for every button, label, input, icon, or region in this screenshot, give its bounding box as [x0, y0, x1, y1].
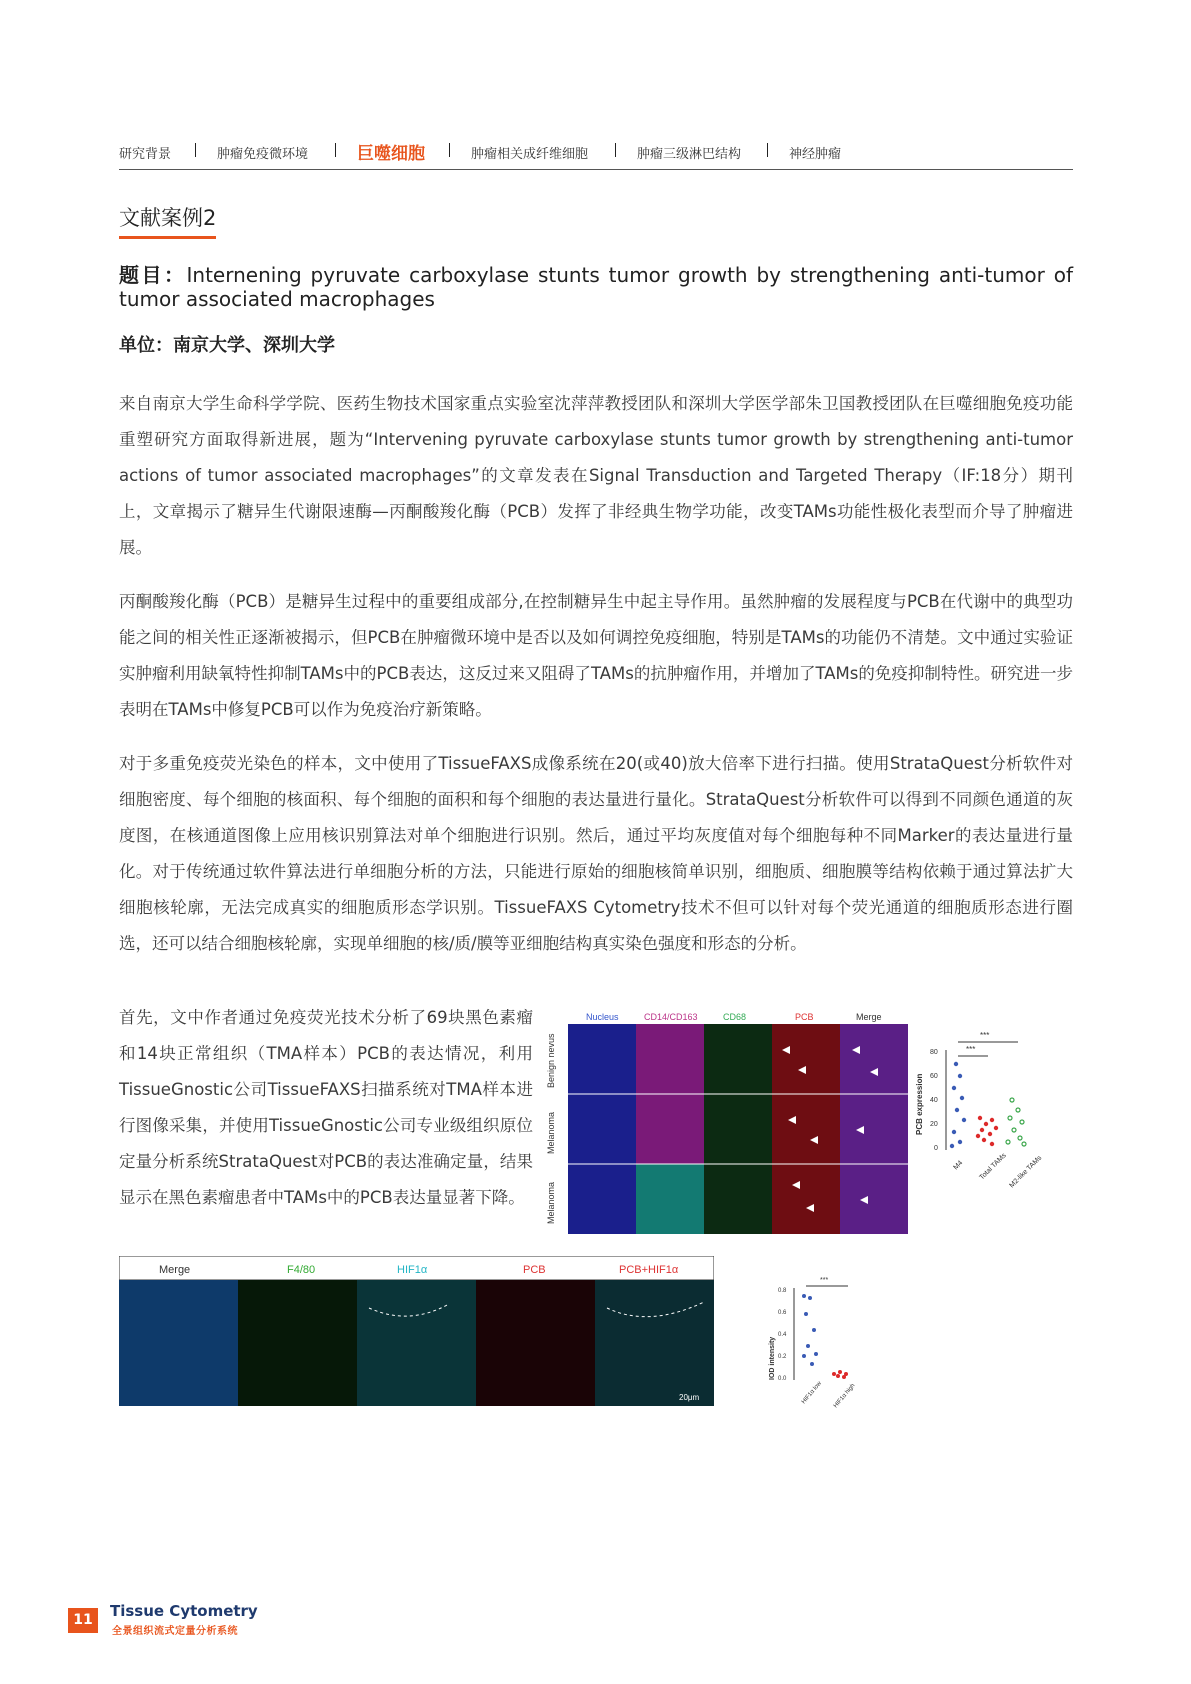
paper-title: [119, 263, 1073, 311]
x-group-label: M4: [952, 1159, 965, 1172]
paragraph-pcb: 丙酮酸羧化酶（PCB）是糖异生过程中的重要组成部分,在控制糖异生中起主导作用。虽然肿瘤的发展程度与PCB在代谢中的典型功能之间的相关性正逐渐被揭示，但PCB在肿瘤微环境中是否以及如何调控免疫细胞，特别是TAMs的功能仍不清楚。文中通过实验证实肿瘤利用缺氧特性抑制TAMs中的PCB表达，这反过来又阻碍了TAMs的抗肿瘤作用，并增加了TAMs的免疫抑制特性。研究进一步表明在TAMs中修复PCB可以作为免疫治疗新策略。: [119, 592, 1073, 719]
nav-item-tumor-immune-microenvironment[interactable]: 肿瘤免疫微环境: [217, 147, 309, 162]
column-label-f480: F4/80: [287, 1264, 316, 1276]
y-tick-label: 0: [934, 1145, 938, 1152]
nav-item-tls[interactable]: 肿瘤三级淋巴结构: [637, 147, 742, 162]
column-label-hif1a: HIF1α: [397, 1264, 428, 1276]
cd68-channel-image: [704, 1024, 772, 1234]
figure-multiplex-if-grid: [540, 1010, 910, 1236]
y-tick-label: 0.0: [778, 1376, 787, 1382]
merge-image: [119, 1280, 238, 1406]
nav-item-neuro-tumor[interactable]: 神经肿瘤: [789, 147, 842, 162]
paragraph-method: 对于多重免疫荧光染色的样本，文中使用了TissueFAXS成像系统在20(或40)放大倍率下进行扫描。使用StrataQuest分析软件对细胞密度、每个细胞的核面积、每个细胞的面积和每个细胞的表达量进行量化。StrataQuest分析软件可以得到不同颜色通道的灰度图，在核通道图像上应用核识别算法对单个细胞进行识别。然后，通过平均灰度值对每个细胞每种不同Marker的表达量进行量化。对于传统通过软件算法进行单细胞分析的方法，只能进行原始的细胞核简单识别，细胞质、细胞膜等结构依赖于通过算法扩大细胞核轮廓，无法完成真实的细胞质形态学识别。TissueFAXS Cytometry技术不但可以针对每个荧光通道的细胞质形态进行圈选，还可以结合细胞核轮廓，实现单细胞的核/质/膜等亚细胞结构真实染色强度和形态的分析。: [119, 754, 1073, 953]
x-group-label: M2-like TAMs: [1008, 1154, 1044, 1190]
nav-separator: [335, 143, 336, 157]
pcb-channel-image: [772, 1024, 840, 1234]
x-group-label: Total TAMs: [978, 1152, 1008, 1182]
column-label-pcb-hif1a: PCB+HIF1α: [619, 1264, 679, 1276]
y-tick-label: 40: [930, 1097, 938, 1104]
column-label-cd68: CD68: [723, 1012, 747, 1022]
significance-label: ***: [966, 1045, 976, 1054]
m2-like-tams-points: [1006, 1098, 1026, 1146]
y-tick-label: 60: [930, 1073, 938, 1080]
nav-item-macrophages[interactable]: 巨噬细胞: [357, 144, 425, 164]
x-group-label: HIF1α low: [800, 1380, 823, 1406]
hif1a-high-points: [832, 1370, 848, 1379]
case-title: 文献案例2: [119, 202, 216, 239]
figure-mouse-if-strip: [119, 1256, 714, 1408]
footer-brand: Tissue Cytometry: [110, 1602, 258, 1620]
significance-label: ***: [820, 1277, 829, 1284]
y-tick-label: 0.4: [778, 1332, 787, 1338]
y-tick-label: 20: [930, 1121, 938, 1128]
page-number: 11: [68, 1608, 98, 1633]
paper-title-label: 题目：: [119, 263, 187, 287]
nucleus-channel-image: [568, 1024, 636, 1234]
nav-separator: [449, 143, 450, 157]
column-label-cd14-cd163: CD14/CD163: [644, 1012, 698, 1022]
y-tick-label: 0.8: [778, 1288, 787, 1294]
total-tams-points: [976, 1116, 998, 1146]
paper-title-text: Internening pyruvate carboxylase stunts tumor growth by strengthening anti-tumor of tumor associated macrophages: [119, 263, 1073, 311]
y-tick-label: 80: [930, 1049, 938, 1056]
column-label-merge: Merge: [159, 1264, 191, 1276]
column-label-nucleus: Nucleus: [586, 1012, 619, 1022]
y-tick-label: 0.6: [778, 1310, 787, 1316]
paragraph-intro: 来自南京大学生命科学学院、医药生物技术国家重点实验室沈萍萍教授团队和深圳大学医学部朱卫国教授团队在巨噬细胞免疫功能重塑研究方面取得新进展，题为“Intervening pyruvate carboxylase stunts tumor growth by strengthening anti-tumor actions of tumor associated macrophages”的文章发表在Signal Transduction and Targeted Therapy（IF:18分）期刊上，文章揭示了糖异生代谢限速酶—丙酮酸羧化酶（PCB）发挥了非经典生物学功能，改变TAMs功能性极化表型而介导了肿瘤进展。: [119, 394, 1073, 557]
nav-separator: [195, 143, 196, 157]
column-label-pcb: PCB: [523, 1264, 546, 1276]
affiliation-label: 单位：: [119, 335, 173, 356]
hif1a-image: [357, 1280, 476, 1406]
merge-channel-image: [840, 1024, 908, 1234]
column-label-merge: Merge: [856, 1012, 882, 1022]
row-label-melanoma-2: Melanoma: [546, 1181, 556, 1224]
column-label-pcb: PCB: [795, 1012, 814, 1022]
footer-subtitle: 全景组织流式定量分析系统: [112, 1626, 238, 1637]
paragraph-result: 首先，文中作者通过免疫荧光技术分析了69块黑色素瘤和14块正常组织（TMA样本）PCB的表达情况，利用TissueGnostic公司TissueFAXS扫描系统对TMA样本进行图像采集，并使用TissueGnostic公司专业级组织原位定量分析系统StrataQuest对PCB的表达准确定量，结果显示在黑色素瘤患者中TAMs中的PCB表达量显著下降。: [119, 1008, 533, 1207]
nav-item-research-background[interactable]: 研究背景: [119, 147, 172, 162]
figure-iod-intensity-plot: [764, 1270, 884, 1420]
f480-image: [238, 1280, 357, 1406]
significance-label: ***: [980, 1031, 990, 1040]
m4-points: [950, 1062, 966, 1148]
affiliation: [119, 331, 335, 357]
pcb-hif1a-image: [595, 1280, 714, 1406]
y-axis-label: PCB expression: [915, 1073, 924, 1135]
y-axis-label: IOD intensity: [769, 1336, 776, 1380]
pcb-image: [476, 1280, 595, 1406]
scalebar-label: 20μm: [679, 1393, 700, 1402]
nav-separator: [615, 143, 616, 157]
y-tick-label: 0.2: [778, 1354, 787, 1360]
hif1a-low-points: [802, 1294, 818, 1366]
top-nav: [119, 137, 1073, 170]
figure-pcb-expression-plot: [912, 1020, 1062, 1200]
x-group-label: HIF1α high: [832, 1382, 857, 1410]
cd163-channel-image: [636, 1164, 704, 1234]
nav-separator: [767, 143, 768, 157]
affiliation-text: 南京大学、深圳大学: [173, 335, 335, 356]
row-label-melanoma: Melanoma: [546, 1111, 556, 1154]
row-label-benign: Benign nevus: [546, 1033, 556, 1088]
nav-item-cafs[interactable]: 肿瘤相关成纤维细胞: [471, 147, 589, 162]
